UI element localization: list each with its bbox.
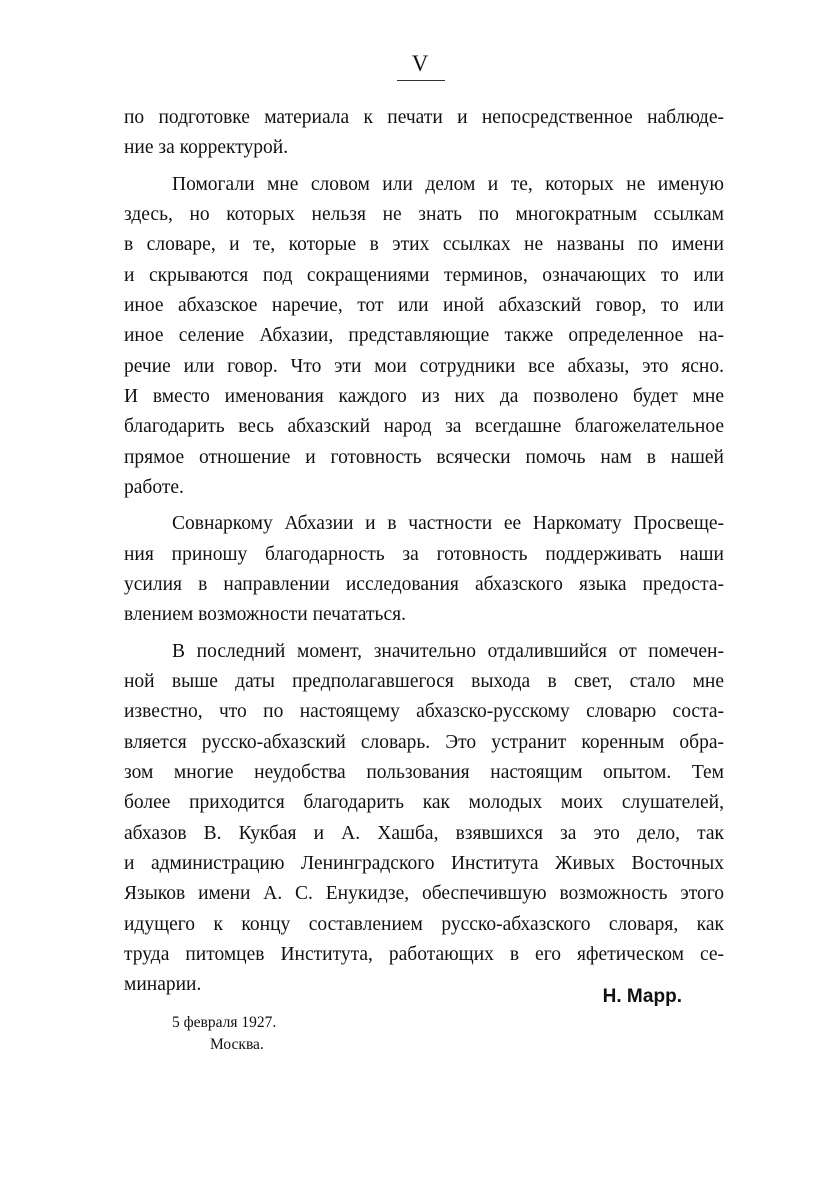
text-line: зом многие неудобства пользования настоящим опытом. Тем (124, 761, 724, 783)
text-line: минарии. (124, 974, 202, 996)
text-line: усилия в направлении исследования абхазского языка предоста- (124, 573, 724, 595)
page-number-rule (397, 80, 445, 81)
text-line: И вместо именования каждого из них да позволено будет мне (124, 385, 724, 407)
text-line: здесь, но которых нельзя не знать по многократным ссылкам (124, 203, 724, 225)
paragraph (124, 637, 724, 1001)
text-line: прямое отношение и готовность всячески помочь нам в нашей (124, 446, 724, 468)
text-line: в словаре, и те, которые в этих ссылках не названы по имени (124, 234, 724, 256)
text-line: вляется русско-абхазский словарь. Это устранит коренным обра- (124, 731, 724, 753)
text-line: известно, что по настоящему абхазско-русскому словарю соста- (124, 701, 724, 723)
text-line: В последний момент, значительно отдалившийся от помечен- (172, 640, 724, 662)
text-line: ние за корректурой. (124, 137, 289, 159)
text-line: абхазов В. Кукбая и А. Хашба, взявшихся за это дело, так (124, 822, 724, 844)
page-number: V (411, 51, 429, 76)
text-line: иное абхазское наречие, тот или иной абхазский говор, то или (124, 294, 724, 316)
date-line: 5 февраля 1927. (172, 1014, 277, 1031)
text-line: ной выше даты предполагавшегося выхода в свет, стало мне (124, 670, 724, 692)
paragraph (124, 509, 724, 630)
text-line: ния приношу благодарность за готовность поддерживать наши (124, 543, 724, 565)
place-line: Москва. (210, 1036, 264, 1053)
body-text (124, 103, 724, 1001)
text-line: и администрацию Ленинградского Института Живых Восточных (124, 852, 724, 874)
author-signature: Н. Марр. (602, 986, 682, 1007)
text-line: более приходится благодарить как молодых моих слушателей, (124, 792, 724, 814)
text-line: труда питомцев Института, работающих в его яфетическом се- (124, 943, 724, 965)
text-line: идущего к концу составлением русско-абхазского словаря, как (124, 913, 724, 935)
text-line: Помогали мне словом или делом и те, которых не именую (172, 173, 724, 195)
text-line: и скрываются под сокращениями терминов, означающих то или (124, 264, 724, 286)
text-line: влением возможности печататься. (124, 604, 406, 626)
text-line: Совнаркому Абхазии и в частности ее Наркомату Просвеще- (172, 513, 724, 535)
text-line: иное селение Абхазии, представляющие также определенное на- (124, 325, 724, 347)
text-line: благодарить весь абхазский народ за всегдашне благожелательное (124, 416, 724, 438)
text-line: по подготовке материала к печати и непосредственное наблюде- (124, 107, 724, 128)
text-line: Языков имени А. С. Енукидзе, обеспечившую возможность этого (124, 883, 724, 905)
text-line: речие или говор. Что эти мои сотрудники все абхазы, это ясно. (124, 355, 724, 377)
paragraph (124, 103, 724, 164)
paragraph (124, 170, 724, 504)
text-line: работе. (124, 476, 184, 498)
